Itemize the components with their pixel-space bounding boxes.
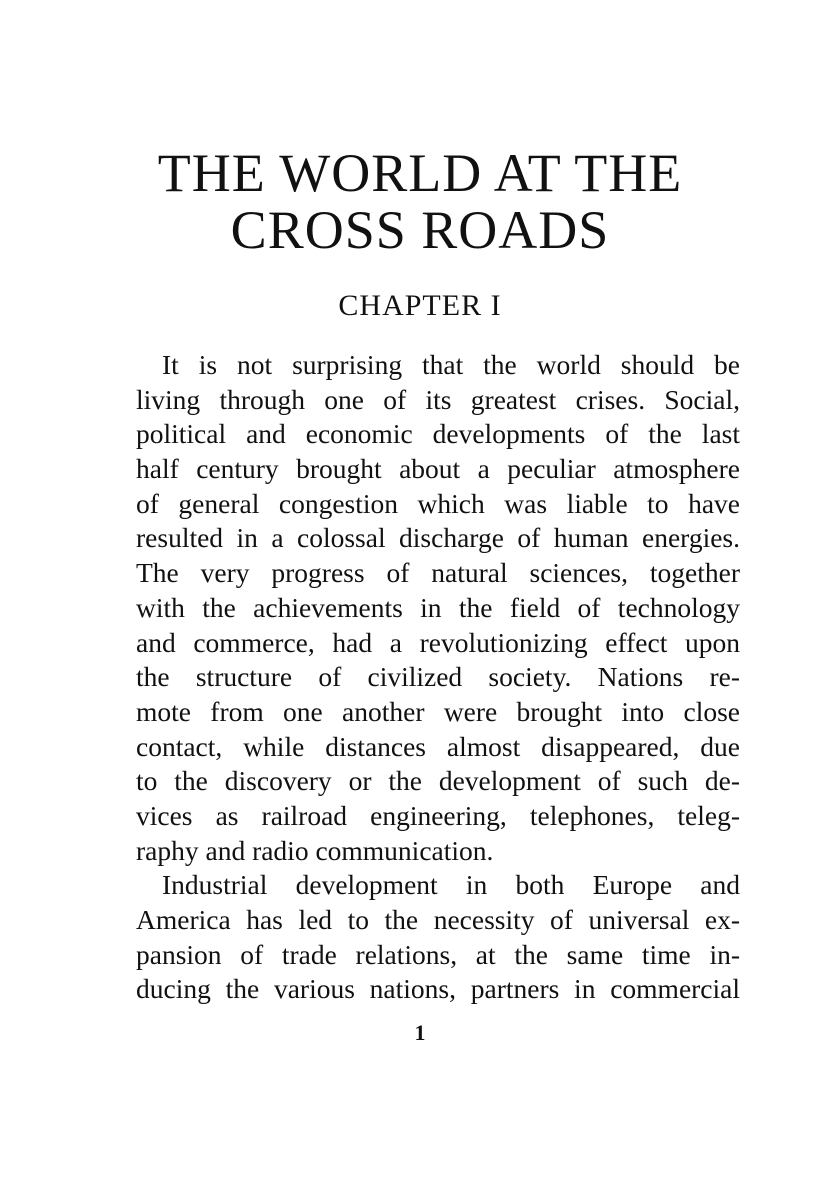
- text-line: America has led to the necessity of universal ex-: [136, 904, 740, 935]
- text-line: with the achievements in the field of technology: [136, 591, 740, 623]
- text-line: to the discovery or the development of such de-: [136, 765, 740, 797]
- text-line: of general congestion which was liable to have: [136, 487, 740, 519]
- paragraph-1: [136, 348, 740, 868]
- text-line: mote from one another were brought into close: [136, 695, 740, 727]
- text-line: raphy and radio communication.: [136, 834, 494, 866]
- text-line: half century brought about a peculiar atmosphere: [136, 453, 740, 485]
- text-line: and commerce, had a revolutionizing effect upon: [136, 626, 740, 658]
- page-number: 1: [414, 1020, 426, 1045]
- book-title-line-1: THE WORLD AT THE: [157, 143, 683, 203]
- text-line: the structure of civilized society. Nations re-: [136, 661, 740, 693]
- text-line: contact, while distances almost disappeared, due: [136, 730, 740, 762]
- text-line: living through one of its greatest crises. Social,: [136, 383, 740, 415]
- text-line: vices as railroad engineering, telephones, teleg-: [136, 799, 740, 831]
- text-line: political and economic developments of the last: [136, 418, 740, 450]
- body-text: [136, 348, 740, 1007]
- paragraph-2: [136, 868, 740, 1007]
- text-line: It is not surprising that the world should be: [162, 349, 740, 380]
- chapter-heading: CHAPTER I: [338, 289, 502, 322]
- text-line: Industrial development in both Europe and: [162, 869, 740, 901]
- text-line: resulted in a colossal discharge of human energies.: [136, 522, 740, 554]
- text-line: The very progress of natural sciences, together: [136, 557, 740, 589]
- book-title-line-2: CROSS ROADS: [230, 200, 610, 260]
- text-line: ducing the various nations, partners in commercial: [136, 973, 740, 1005]
- text-line: pansion of trade relations, at the same time in-: [136, 938, 740, 970]
